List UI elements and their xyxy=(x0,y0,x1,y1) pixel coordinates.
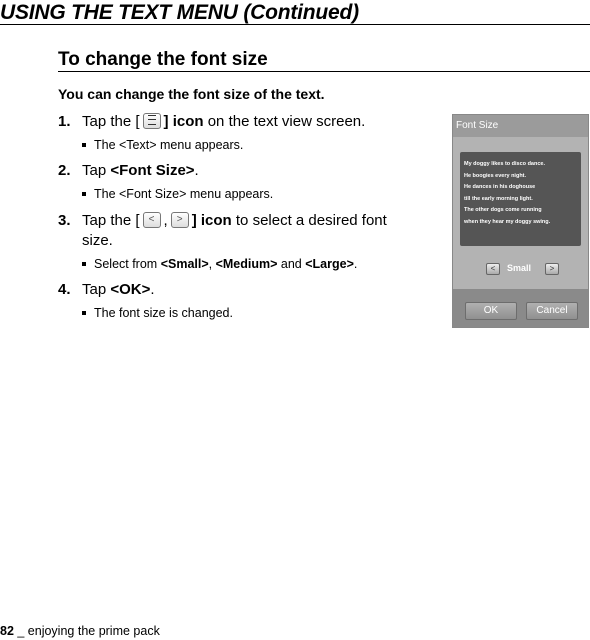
step-3-sub-sep1: , xyxy=(208,257,216,271)
step-2-bold: <Font Size> xyxy=(110,162,195,179)
page-footer xyxy=(0,624,160,638)
preview-line: The other dogs come running xyxy=(464,207,542,213)
preview-line: He dances in his doghouse xyxy=(464,184,536,190)
bullet-icon xyxy=(82,311,86,315)
option-large: <Large> xyxy=(305,257,354,271)
chevron-right-icon: > xyxy=(171,212,189,228)
step-4-sub-text: The font size is changed. xyxy=(94,306,233,320)
step-3-post: ] icon xyxy=(191,212,232,229)
section-divider xyxy=(58,71,590,72)
step-3-rest: to select a desired font xyxy=(231,212,387,229)
step-1-text xyxy=(82,113,365,130)
step-1-rest: on the text view screen. xyxy=(203,113,366,130)
bullet-icon xyxy=(82,192,86,196)
step-3-sub xyxy=(82,257,357,271)
step-1-number: 1. xyxy=(58,113,71,130)
chevron-left-icon: < xyxy=(143,212,161,228)
font-size-value: Small xyxy=(507,263,532,273)
step-1-sub-text: The <Text> menu appears. xyxy=(94,138,244,152)
footer-text: _ enjoying the prime pack xyxy=(13,624,160,638)
step-1-post: ] icon xyxy=(163,113,204,130)
step-4-sub xyxy=(82,306,233,320)
step-3-sep: , xyxy=(163,212,168,229)
step-1-sub xyxy=(82,138,243,152)
step-4-number: 4. xyxy=(58,281,71,298)
step-2-sub-text: The <Font Size> menu appears. xyxy=(94,187,274,201)
text-preview-lines xyxy=(460,159,550,228)
step-3-pre: Tap the [ xyxy=(82,212,140,229)
ok-button[interactable]: OK xyxy=(465,302,517,320)
device-title: Font Size xyxy=(456,120,499,131)
preview-line: He boogies every night. xyxy=(464,172,527,179)
step-3-number: 3. xyxy=(58,212,71,229)
chevron-left-icon[interactable]: < xyxy=(486,263,500,275)
page-header-title: USING THE TEXT MENU (Continued) xyxy=(0,1,359,24)
page-number: 82 xyxy=(0,624,14,638)
chevron-right-icon[interactable]: > xyxy=(545,263,559,275)
step-3-sub-sep2: and xyxy=(277,257,306,271)
step-2-pre: Tap xyxy=(82,162,111,179)
step-2-rest: . xyxy=(194,162,199,179)
bullet-icon xyxy=(82,262,86,266)
step-3-sub-end: . xyxy=(353,257,358,271)
step-4-rest: . xyxy=(150,281,155,298)
section-intro: You can change the font size of the text. xyxy=(58,86,325,102)
step-4-text xyxy=(82,281,155,298)
step-4-pre: Tap xyxy=(82,281,111,298)
device-screen xyxy=(452,114,589,328)
step-2-sub xyxy=(82,187,273,201)
bullet-icon xyxy=(82,143,86,147)
preview-line: till the early morning light. xyxy=(464,195,533,202)
header-divider xyxy=(0,24,590,25)
step-3-text-cont: size. xyxy=(82,232,113,249)
section-title: To change the font size xyxy=(58,49,268,70)
step-4-bold: <OK> xyxy=(110,281,151,298)
option-small: <Small> xyxy=(160,257,209,271)
option-medium: <Medium> xyxy=(215,257,278,271)
step-1-pre: Tap the [ xyxy=(82,113,140,130)
menu-icon xyxy=(143,113,161,129)
preview-line: when they hear my doggy swing. xyxy=(464,218,551,225)
step-2-number: 2. xyxy=(58,162,71,179)
preview-line: My doggy likes to disco dance. xyxy=(464,161,545,167)
cancel-button[interactable]: Cancel xyxy=(526,302,578,320)
step-3-sub-pre: Select from xyxy=(94,257,161,271)
step-2-text xyxy=(82,162,199,179)
step-3-text xyxy=(82,212,387,229)
